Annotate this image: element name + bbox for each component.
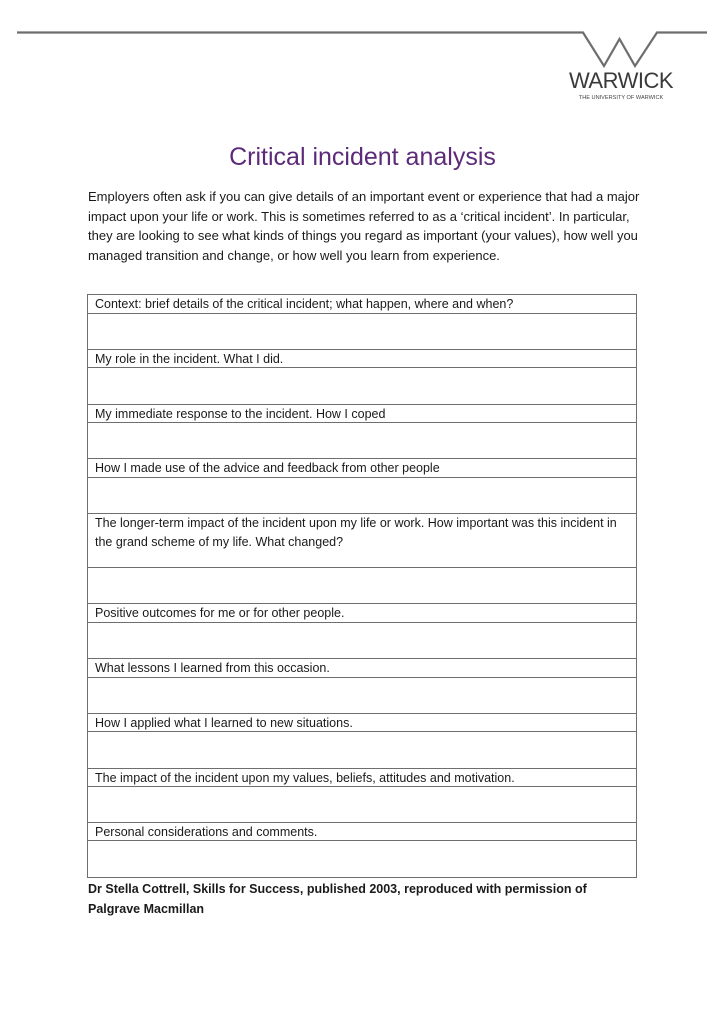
table-row-prompt: Positive outcomes for me or for other people.	[88, 604, 636, 623]
table-row-response[interactable]	[88, 423, 636, 459]
table-row-response[interactable]	[88, 314, 636, 350]
warwick-wordmark: WARWICK	[568, 68, 674, 93]
table-row-response[interactable]	[88, 568, 636, 604]
table-row-response[interactable]	[88, 678, 636, 714]
table-row-response[interactable]	[88, 478, 636, 514]
table-row-response[interactable]	[88, 732, 636, 769]
table-row-prompt: My role in the incident. What I did.	[88, 350, 636, 368]
incident-analysis-table	[87, 294, 637, 878]
table-row-response[interactable]	[88, 368, 636, 405]
citation-footer: Dr Stella Cottrell, Skills for Success, published 2003, reproduced with permission of Palgrave Macmillan	[88, 882, 587, 916]
table-row-response[interactable]	[88, 623, 636, 659]
table-row-prompt: My immediate response to the incident. How I coped	[88, 405, 636, 423]
table-row-response[interactable]	[88, 841, 636, 878]
table-row-prompt: How I applied what I learned to new situations.	[88, 714, 636, 732]
table-row-prompt: How I made use of the advice and feedback from other people	[88, 459, 636, 478]
page-title: Critical incident analysis	[229, 143, 496, 171]
table-row-prompt: The impact of the incident upon my values, beliefs, attitudes and motivation.	[88, 769, 636, 787]
warwick-subtitle: THE UNIVERSITY OF WARWICK	[578, 95, 664, 101]
table-row-prompt: Personal considerations and comments.	[88, 823, 636, 841]
table-row-prompt: The longer-term impact of the incident upon my life or work. How important was this incident in the grand scheme of my life. What changed?	[88, 514, 636, 568]
table-row-prompt: Context: brief details of the critical incident; what happen, where and when?	[88, 295, 636, 314]
table-row-prompt: What lessons I learned from this occasion.	[88, 659, 636, 678]
table-row-response[interactable]	[88, 787, 636, 823]
intro-paragraph: Employers often ask if you can give details of an important event or experience that had a major impact upon your life or work. This is sometimes referred to as a ‘critical incident’. In particular, they are looking to see what kinds of things you regard as important (your values), how well you managed transition and change, or how well you learn from experience.	[88, 189, 640, 263]
